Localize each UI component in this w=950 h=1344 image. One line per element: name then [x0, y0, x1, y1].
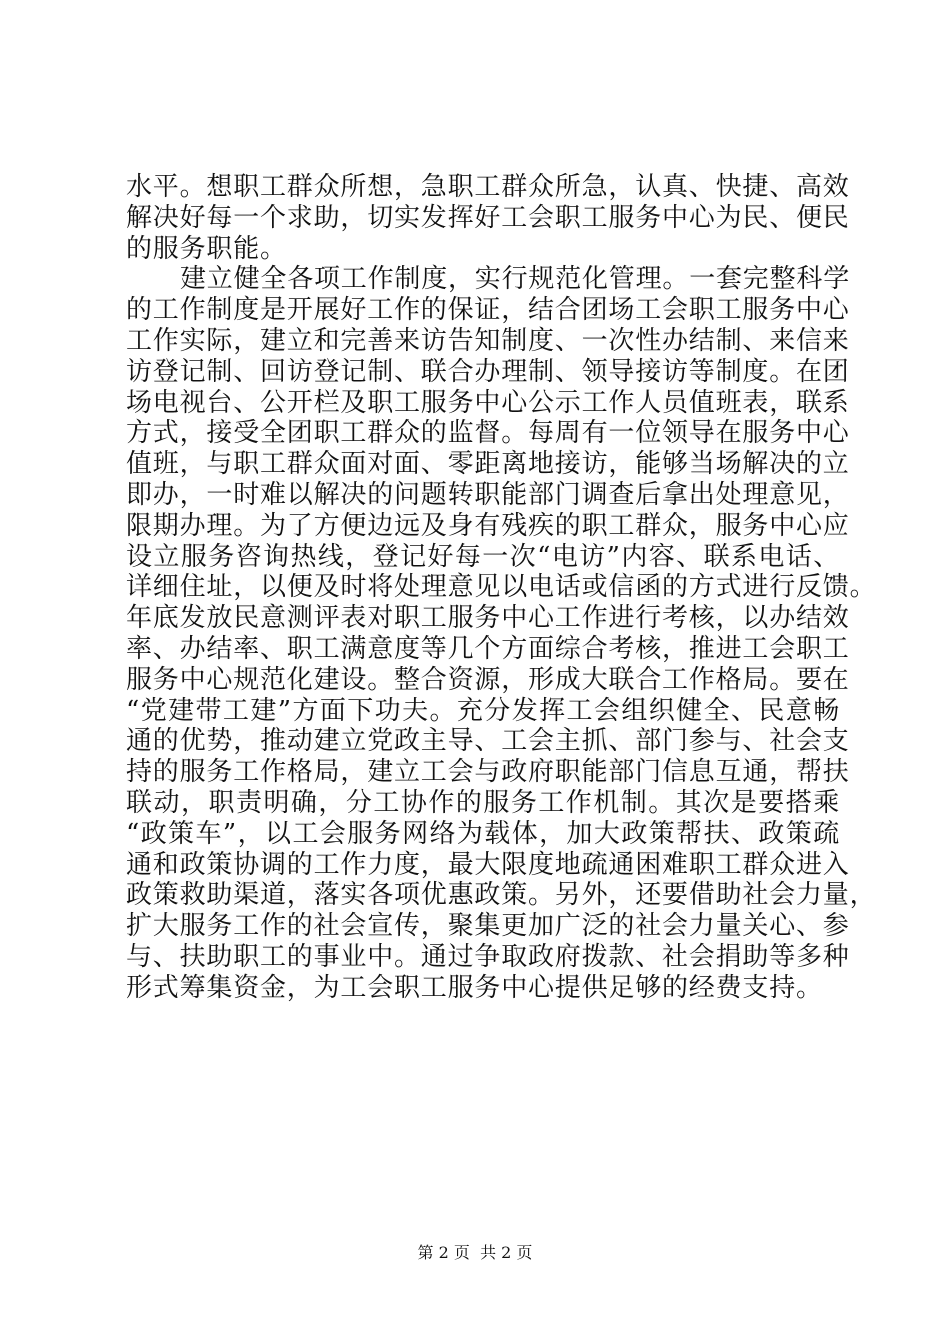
text-line: 持的服务工作格局，建立工会与政府职能部门信息互通，帮扶 — [126, 757, 850, 788]
text-line: 与、扶助职工的事业中。通过争取政府拨款、社会捐助等多种 — [126, 941, 850, 972]
text-line: 水平。想职工群众所想，急职工群众所急，认真、快捷、高效 — [126, 172, 850, 202]
text-line: 建立健全各项工作制度，实行规范化管理。一套完整科学 — [180, 264, 851, 295]
text-line: 通和政策协调的工作力度，最大限度地疏通困难职工群众进入 — [126, 849, 850, 880]
text-line: 设立服务咨询热线，登记好每一次“电访”内容、联系电话、 — [126, 541, 840, 572]
text-line: 限期办理。为了方便边远及身有残疾的职工群众，服务中心应 — [126, 510, 850, 541]
text-line: 的服务职能。 — [126, 233, 287, 264]
text-line: 率、办结率、职工满意度等几个方面综合考核，推进工会职工 — [126, 633, 850, 664]
paragraph — [126, 264, 877, 1003]
text-line: 方式，接受全团职工群众的监督。每周有一位领导在服务中心 — [126, 418, 850, 449]
text-line: 详细住址，以便及时将处理意见以电话或信函的方式进行反馈。 — [126, 572, 877, 603]
text-line: 值班，与职工群众面对面、零距离地接访，能够当场解决的立 — [126, 449, 850, 480]
text-line: 即办，一时难以解决的问题转职能部门调查后拿出处理意见， — [126, 479, 850, 510]
page-number: 第 2 页 共 2 页 — [417, 1243, 533, 1262]
text-line: 通的优势，推动建立党政主导、工会主抓、部门参与、社会支 — [126, 726, 850, 757]
text-line: 扩大服务工作的社会宣传，聚集更加广泛的社会力量关心、参 — [126, 911, 850, 942]
text-line: 的工作制度是开展好工作的保证，结合团场工会职工服务中心 — [126, 295, 850, 326]
text-line: 访登记制、回访登记制、联合办理制、领导接访等制度。在团 — [126, 356, 850, 387]
text-line: 形式筹集资金，为工会职工服务中心提供足够的经费支持。 — [126, 972, 823, 1003]
text-line: 服务中心规范化建设。整合资源，形成大联合工作格局。要在 — [126, 664, 850, 695]
text-line: 场电视台、公开栏及职工服务中心公示工作人员值班表，联系 — [126, 387, 850, 418]
paragraph — [126, 172, 850, 264]
text-line: 解决好每一个求助，切实发挥好工会职工服务中心为民、便民 — [126, 202, 850, 233]
text-line: 政策救助渠道，落实各项优惠政策。另外，还要借助社会力量， — [126, 880, 877, 911]
text-line: “政策车”，以工会服务网络为载体，加大政策帮扶、政策疏 — [126, 818, 840, 849]
document-body — [126, 172, 877, 1004]
text-line: 工作实际，建立和完善来访告知制度、一次性办结制、来信来 — [126, 325, 850, 356]
text-line: 年底发放民意测评表对职工服务中心工作进行考核，以办结效 — [126, 603, 850, 634]
text-line: “党建带工建”方面下功夫。充分发挥工会组织健全、民意畅 — [126, 695, 840, 726]
text-line: 联动，职责明确，分工协作的服务工作机制。其次是要搭乘 — [126, 787, 840, 818]
page-footer — [0, 1243, 950, 1263]
